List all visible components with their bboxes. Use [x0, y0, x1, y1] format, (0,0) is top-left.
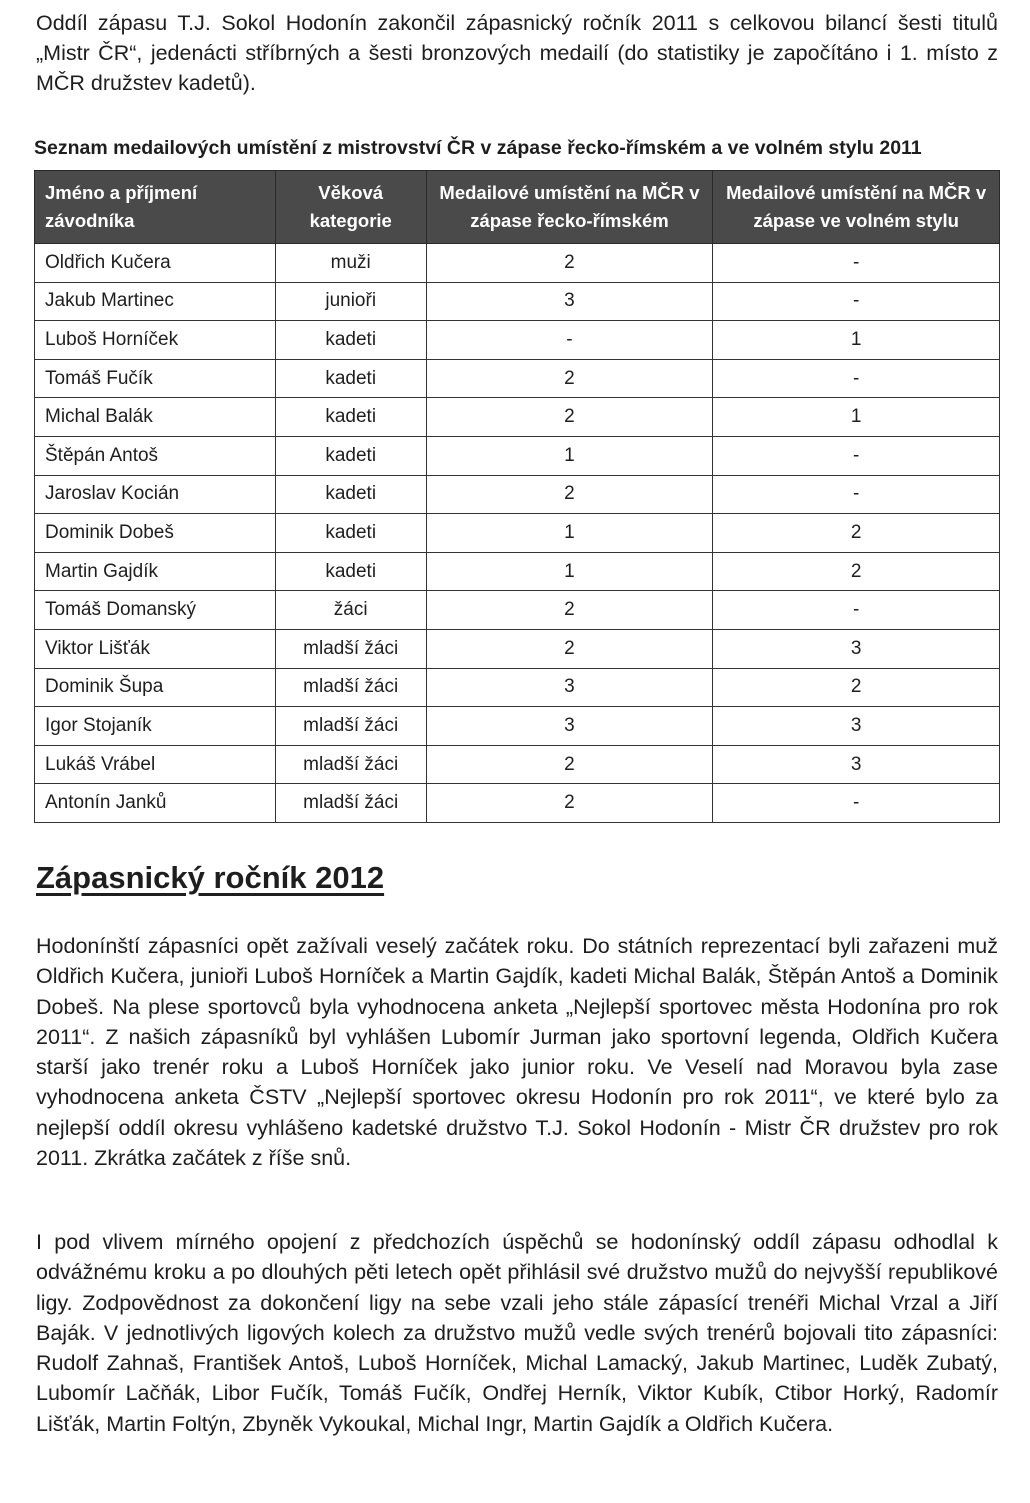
- cell-name: Dominik Dobeš: [35, 514, 276, 553]
- cell-freestyle: -: [713, 244, 1000, 283]
- header-category: Věková kategorie: [275, 171, 426, 244]
- header-freestyle: Medailové umístění na MČR v zápase ve volném stylu: [713, 171, 1000, 244]
- cell-greco-roman: 2: [426, 244, 713, 283]
- cell-freestyle: 3: [713, 629, 1000, 668]
- cell-name: Antonín Janků: [35, 784, 276, 823]
- cell-category: kadeti: [275, 475, 426, 514]
- table-row: [35, 552, 1000, 591]
- medals-table: [34, 170, 1000, 823]
- cell-freestyle: 3: [713, 745, 1000, 784]
- cell-greco-roman: 2: [426, 784, 713, 823]
- table-row: [35, 436, 1000, 475]
- cell-freestyle: -: [713, 359, 1000, 398]
- table-row: [35, 244, 1000, 283]
- cell-name: Štěpán Antoš: [35, 436, 276, 475]
- cell-freestyle: 3: [713, 707, 1000, 746]
- cell-freestyle: 1: [713, 398, 1000, 437]
- cell-greco-roman: 2: [426, 629, 713, 668]
- cell-freestyle: 2: [713, 668, 1000, 707]
- table-row: [35, 398, 1000, 437]
- cell-category: junioři: [275, 282, 426, 321]
- body-paragraph: Hodonínští zápasníci opět zažívali veselý začátek roku. Do státních reprezentací byli zařazeni muž Oldřich Kučera, junioři Luboš Horníček a Martin Gajdík, kadeti Michal Balák, Štěpán Antoš a Dominik Dobeš. Na plese sportovců byla vyhodnocena anketa „Nejlepší sportovec města Hodonína pro rok 2011“. Z našich zápasníků byl vyhlášen Lubomír Jurman jako sportovní legenda, Oldřich Kučera starší jako trenér roku a Luboš Horníček jako junior roku. Ve Veselí nad Moravou byla zase vyhodnocena anketa ČSTV „Nejlepší sportovec okresu Hodonín pro rok 2011“, ve které bylo za nejlepší oddíl okresu vyhlášeno kadetské družstvo T.J. Sokol Hodonín - Mistr ČR družstev pro rok 2011. Zkrátka začátek z říše snů.: [36, 934, 998, 1171]
- cell-category: mladší žáci: [275, 784, 426, 823]
- cell-greco-roman: 2: [426, 591, 713, 630]
- table-row: [35, 784, 1000, 823]
- cell-name: Oldřich Kučera: [35, 244, 276, 283]
- table-row: [35, 514, 1000, 553]
- cell-category: mladší žáci: [275, 745, 426, 784]
- cell-name: Igor Stojaník: [35, 707, 276, 746]
- table-header-row: [35, 171, 1000, 244]
- header-name: Jméno a příjmení závodníka: [35, 171, 276, 244]
- intro-paragraph: Oddíl zápasu T.J. Sokol Hodonín zakončil zápasnický ročník 2011 s celkovou bilancí šesti titulů „Mistr ČR“, jedenácti stříbrných a šesti bronzových medailí (do statistiky je započítáno i 1. místo z MČR družstev kadetů).: [36, 11, 998, 95]
- cell-greco-roman: 2: [426, 359, 713, 398]
- header-greco-roman: Medailové umístění na MČR v zápase řecko-římském: [426, 171, 713, 244]
- cell-category: kadeti: [275, 398, 426, 437]
- cell-greco-roman: 2: [426, 475, 713, 514]
- cell-name: Tomáš Domanský: [35, 591, 276, 630]
- cell-greco-roman: 1: [426, 436, 713, 475]
- cell-category: mladší žáci: [275, 707, 426, 746]
- cell-greco-roman: 1: [426, 552, 713, 591]
- cell-name: Jaroslav Kocián: [35, 475, 276, 514]
- cell-name: Dominik Šupa: [35, 668, 276, 707]
- cell-greco-roman: 3: [426, 707, 713, 746]
- table-row: [35, 591, 1000, 630]
- cell-greco-roman: -: [426, 321, 713, 360]
- table-row: [35, 629, 1000, 668]
- cell-name: Lukáš Vrábel: [35, 745, 276, 784]
- table-row: [35, 707, 1000, 746]
- cell-freestyle: -: [713, 784, 1000, 823]
- cell-freestyle: 1: [713, 321, 1000, 360]
- cell-greco-roman: 1: [426, 514, 713, 553]
- cell-category: kadeti: [275, 359, 426, 398]
- cell-category: kadeti: [275, 436, 426, 475]
- table-row: [35, 668, 1000, 707]
- cell-greco-roman: 2: [426, 398, 713, 437]
- cell-name: Tomáš Fučík: [35, 359, 276, 398]
- table-row: [35, 475, 1000, 514]
- cell-name: Martin Gajdík: [35, 552, 276, 591]
- cell-greco-roman: 3: [426, 282, 713, 321]
- table-row: [35, 745, 1000, 784]
- cell-freestyle: -: [713, 436, 1000, 475]
- table-body: [35, 244, 1000, 823]
- cell-freestyle: -: [713, 591, 1000, 630]
- cell-name: Viktor Lišťák: [35, 629, 276, 668]
- cell-greco-roman: 3: [426, 668, 713, 707]
- table-row: [35, 321, 1000, 360]
- cell-category: mladší žáci: [275, 629, 426, 668]
- table-caption: Seznam medailových umístění z mistrovství ČR v zápase řecko-římském a ve volném stylu 2011: [34, 137, 922, 159]
- cell-category: mladší žáci: [275, 668, 426, 707]
- cell-freestyle: 2: [713, 552, 1000, 591]
- table-row: [35, 282, 1000, 321]
- cell-greco-roman: 2: [426, 745, 713, 784]
- section-heading: Zápasnický ročník 2012: [36, 860, 385, 895]
- table-row: [35, 359, 1000, 398]
- cell-name: Michal Balák: [35, 398, 276, 437]
- cell-freestyle: -: [713, 475, 1000, 514]
- body-paragraph: I pod vlivem mírného opojení z předchozích úspěchů se hodonínský oddíl zápasu odhodlal k odvážnému kroku a po dlouhých pěti letech opět přihlásil své družstvo mužů do nejvyšší republikové ligy. Zodpovědnost za dokončení ligy na sebe vzali jeho stále zápasící trenéři Michal Vrzal a Jiří Baják. V jednotlivých ligových kolech za družstvo mužů vedle svých trenérů bojovali tito zápasníci: Rudolf Zahnaš, František Antoš, Luboš Horníček, Michal Lamacký, Jakub Martinec, Luděk Zubatý, Lubomír Lačňák, Libor Fučík, Tomáš Fučík, Ondřej Herník, Viktor Kubík, Ctibor Horký, Radomír Lišťák, Martin Foltýn, Zbyněk Vykoukal, Michal Ingr, Martin Gajdík a Oldřich Kučera.: [36, 1230, 998, 1436]
- cell-freestyle: 2: [713, 514, 1000, 553]
- cell-category: kadeti: [275, 514, 426, 553]
- cell-category: žáci: [275, 591, 426, 630]
- cell-category: kadeti: [275, 552, 426, 591]
- cell-name: Jakub Martinec: [35, 282, 276, 321]
- cell-category: muži: [275, 244, 426, 283]
- cell-name: Luboš Horníček: [35, 321, 276, 360]
- cell-freestyle: -: [713, 282, 1000, 321]
- cell-category: kadeti: [275, 321, 426, 360]
